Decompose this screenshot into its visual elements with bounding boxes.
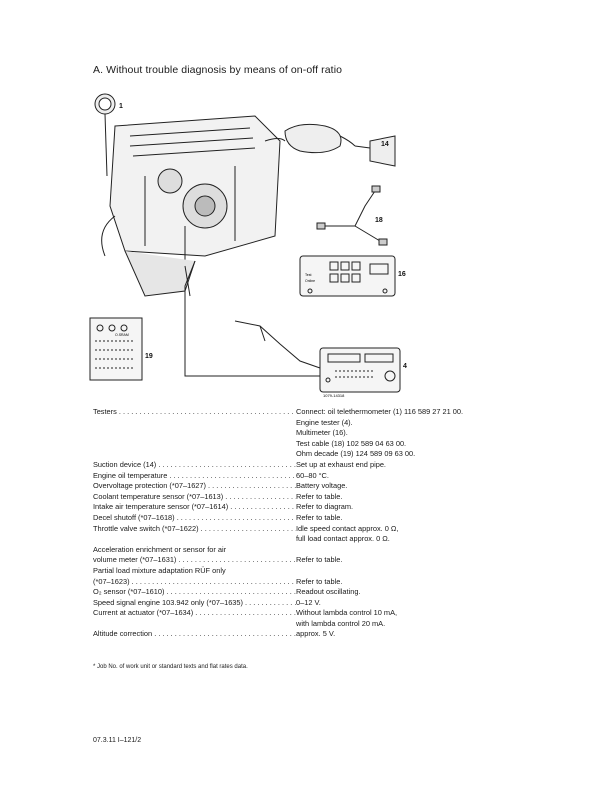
spec-row	[93, 492, 513, 503]
spec-value: full load contact approx. 0 Ω.	[296, 534, 390, 544]
spec-row	[93, 418, 513, 429]
callout-1: 1	[119, 103, 123, 110]
spec-row	[93, 513, 513, 524]
spec-value: Multimeter (16).	[296, 428, 348, 438]
spec-row	[93, 524, 513, 535]
callout-18: 18	[375, 217, 383, 224]
page-title: A. Without trouble diagnosis by means of on-off ratio	[93, 64, 343, 76]
spec-row	[93, 428, 513, 439]
page-number: 07.3.11 I–121/2	[93, 737, 142, 744]
spec-row	[93, 439, 513, 450]
spec-row	[93, 534, 513, 545]
spec-value: Refer to table.	[296, 491, 343, 501]
spec-label	[93, 534, 296, 545]
spec-row	[93, 481, 513, 492]
test-setup-illustration	[85, 86, 415, 398]
spec-label: Altitude correction . . .	[93, 629, 296, 640]
spec-value: Readout oscillating.	[296, 587, 361, 597]
spec-label: Overvoltage protection (*07–1627) . . .	[93, 481, 296, 492]
spec-row	[93, 471, 513, 482]
engine-illustration	[102, 116, 280, 296]
figure-ref-number: 1079-14318	[323, 393, 345, 398]
spec-row	[93, 502, 513, 513]
spec-row	[93, 545, 513, 556]
specification-list	[93, 407, 513, 640]
spec-value: Without lambda control 10 mA,	[296, 608, 398, 618]
spec-row	[93, 449, 513, 460]
spec-label: Throttle valve switch (*07–1622) . . .	[93, 524, 296, 535]
spec-value: Refer to table.	[296, 555, 343, 565]
ohm-decade	[90, 318, 142, 380]
spec-label: Partial load mixture adaptation RÜF only	[93, 565, 226, 575]
spec-value	[296, 566, 513, 577]
spec-label: Intake air temperature sensor (*07–1614) . . .	[93, 502, 296, 513]
spec-row	[93, 577, 513, 588]
spec-label: (*07–1623) . . .	[93, 577, 296, 588]
callout-4: 4	[403, 363, 407, 370]
test-cable	[317, 186, 387, 245]
spec-label: Acceleration enrichment or sensor for air	[93, 544, 227, 554]
spec-label: O₂ sensor (*07–1610) . . .	[93, 587, 296, 598]
spec-label: volume meter (*07–1631) . . .	[93, 555, 296, 566]
spec-value: Refer to diagram.	[296, 502, 354, 512]
spec-label: Engine oil temperature . . .	[93, 471, 296, 482]
spec-value	[296, 545, 513, 556]
spec-row	[93, 566, 513, 577]
ohm-decade-label: O.SRAM	[115, 333, 129, 337]
callout-14: 14	[381, 141, 389, 148]
engine-tester	[320, 348, 400, 392]
spec-row	[93, 619, 513, 630]
callout-19: 19	[145, 353, 153, 360]
multimeter	[300, 256, 395, 296]
spec-row	[93, 555, 513, 566]
oil-telethermometer	[95, 94, 115, 176]
spec-label: Speed signal engine 103.942 only (*07–1635) . . .	[93, 598, 296, 609]
spec-row	[93, 587, 513, 598]
spec-value: Refer to table.	[296, 576, 343, 586]
suction-device	[265, 124, 395, 166]
spec-value: approx. 5 V.	[296, 629, 336, 639]
spec-value: Battery voltage.	[296, 481, 348, 491]
multimeter-label-test: Test	[305, 273, 312, 277]
spec-value: with lambda control 20 mA.	[296, 618, 386, 628]
spec-label	[93, 428, 296, 439]
spec-value: Set up at exhaust end pipe.	[296, 459, 386, 469]
spec-label	[93, 439, 296, 450]
spec-value: Ohm decade (19) 124 589 09 63 00.	[296, 449, 416, 459]
spec-row	[93, 608, 513, 619]
spec-label: Current at actuator (*07–1634) . . .	[93, 608, 296, 619]
callout-16: 16	[398, 271, 406, 278]
spec-value: Refer to table.	[296, 512, 343, 522]
spec-value: 0–12 V.	[296, 597, 321, 607]
multimeter-label-online: Online	[305, 279, 316, 283]
spec-value: 60–80 °C.	[296, 470, 329, 480]
spec-value: Idle speed contact approx. 0 Ω,	[296, 523, 399, 533]
spec-row	[93, 598, 513, 609]
spec-label	[93, 449, 296, 460]
spec-row	[93, 629, 513, 640]
spec-value: Test cable (18) 102 589 04 63 00.	[296, 438, 407, 448]
spec-label	[93, 619, 296, 630]
spec-row	[93, 407, 513, 418]
spec-label: Testers . . .	[93, 407, 296, 418]
spec-value: Engine tester (4).	[296, 417, 353, 427]
spec-label: Coolant temperature sensor (*07–1613) . . .	[93, 492, 296, 503]
spec-label	[93, 418, 296, 429]
spec-label: Decel shutoff (*07–1618) . . .	[93, 513, 296, 524]
spec-value: Connect: oil telethermometer (1) 116 589 27 21 00.	[296, 407, 464, 416]
footnote: * Job No. of work unit or standard texts and flat rates data.	[93, 664, 248, 670]
spec-label: Suction device (14) . . .	[93, 460, 296, 471]
spec-row	[93, 460, 513, 471]
